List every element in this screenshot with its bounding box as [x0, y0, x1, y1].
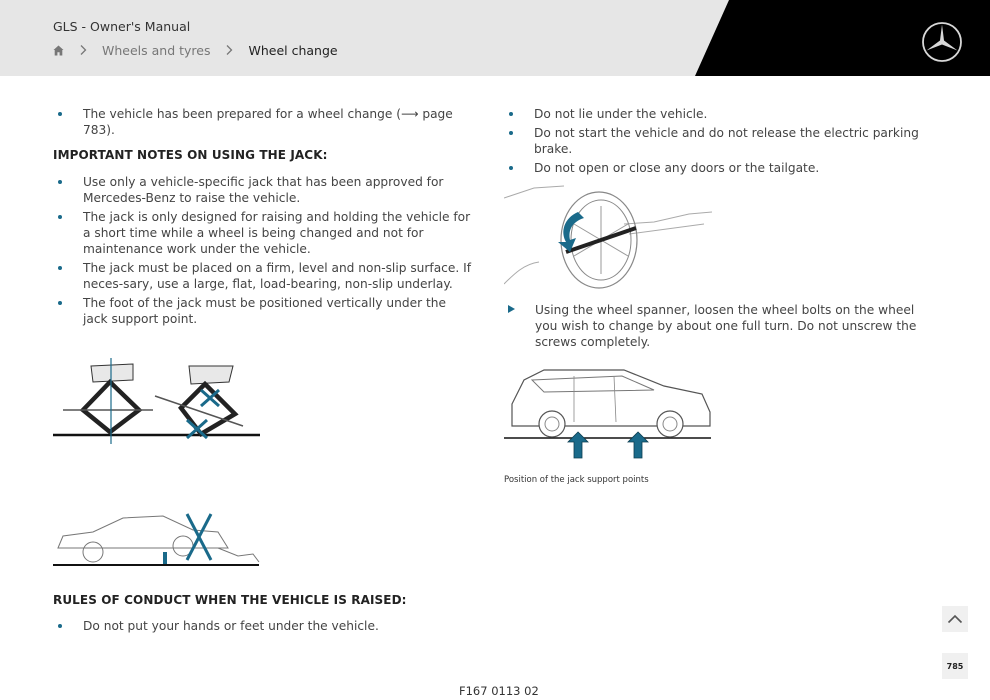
- jack-notes: [53, 174, 473, 330]
- mercedes-star-icon[interactable]: [921, 21, 963, 63]
- scroll-up-icon: [947, 614, 963, 624]
- manual-title: GLS - Owner's Manual: [53, 19, 191, 34]
- conduct-bullet-text: Do not lie under the vehicle.: [534, 107, 708, 121]
- list-item: [53, 209, 473, 257]
- jack-note-text: The jack must be placed on a firm, level and non-slip surface. If neces-sary, use a large, flat, load-bearing, non-slip underlay.: [83, 261, 471, 291]
- breadcrumb: [53, 41, 338, 59]
- scroll-up-button[interactable]: [942, 606, 968, 632]
- bullet-icon: [509, 131, 513, 135]
- intro-bullet-text[interactable]: The vehicle has been prepared for a wheel change (⟶ page 783).: [83, 107, 453, 137]
- list-item: [504, 106, 934, 122]
- conduct-bullet-text: Do not put your hands or feet under the vehicle.: [83, 619, 379, 633]
- jack-note-text: Use only a vehicle-specific jack that has been approved for Mercedes-Benz to raise the vehicle.: [83, 175, 444, 205]
- step-item: [504, 302, 934, 350]
- bullet-icon: [58, 266, 62, 270]
- bullet-icon: [58, 624, 62, 628]
- chevron-right-icon: [78, 44, 88, 56]
- home-icon[interactable]: [53, 45, 64, 56]
- step-text: Using the wheel spanner, loosen the wheel bolts on the wheel you wish to change by about one full turn. Do not unscrew the screws completely.: [535, 303, 917, 349]
- figure-code: F167 0113 02: [459, 684, 539, 698]
- step-arrow-icon: [508, 305, 515, 313]
- conduct-list-left: [53, 618, 473, 634]
- jack-notes-list: [53, 174, 473, 327]
- list-item: [53, 295, 473, 327]
- conduct-heading: RULES OF CONDUCT WHEN THE VEHICLE IS RAISED:: [53, 593, 407, 607]
- page-number: 785: [946, 661, 964, 671]
- intro-list: [53, 106, 473, 138]
- list-item: [504, 160, 934, 176]
- conduct-left: [53, 618, 473, 637]
- jack-note-text: The foot of the jack must be positioned vertically under the jack support point.: [83, 296, 446, 326]
- conduct-right: [504, 106, 934, 179]
- car-on-jack-illustration: [53, 508, 261, 570]
- list-item: [53, 174, 473, 206]
- breadcrumb-item-wheels-and-tyres[interactable]: Wheels and tyres: [102, 42, 211, 58]
- bullet-icon: [58, 301, 62, 305]
- bullet-icon: [58, 180, 62, 184]
- bullet-icon: [509, 166, 513, 170]
- bullet-icon: [58, 112, 62, 116]
- list-item: [53, 618, 473, 634]
- list-item: [53, 106, 473, 138]
- jack-notes-heading: IMPORTANT NOTES ON USING THE JACK:: [53, 148, 328, 162]
- conduct-list-right: [504, 106, 934, 176]
- page-number-button[interactable]: [942, 653, 968, 679]
- chevron-right-icon: [224, 44, 234, 56]
- conduct-bullet-text: Do not start the vehicle and do not release the electric parking brake.: [534, 126, 919, 156]
- jack-illustration: [53, 358, 261, 446]
- jack-note-text: The jack is only designed for raising and holding the vehicle for a short time while a wheel is being changed and not for maintenance work under the vehicle.: [83, 210, 471, 256]
- conduct-bullet-text: Do not open or close any doors or the tailgate.: [534, 161, 820, 175]
- jack-support-points-illustration: [504, 366, 712, 460]
- breadcrumb-item-wheel-change: Wheel change: [248, 42, 338, 58]
- left-column: [53, 106, 473, 141]
- list-item: [53, 260, 473, 292]
- list-item: [504, 125, 934, 157]
- figure-caption: Position of the jack support points: [504, 475, 649, 485]
- bullet-icon: [509, 112, 513, 116]
- wheel-spanner-illustration: [504, 184, 712, 290]
- step-instruction: [504, 302, 934, 350]
- bullet-icon: [58, 215, 62, 219]
